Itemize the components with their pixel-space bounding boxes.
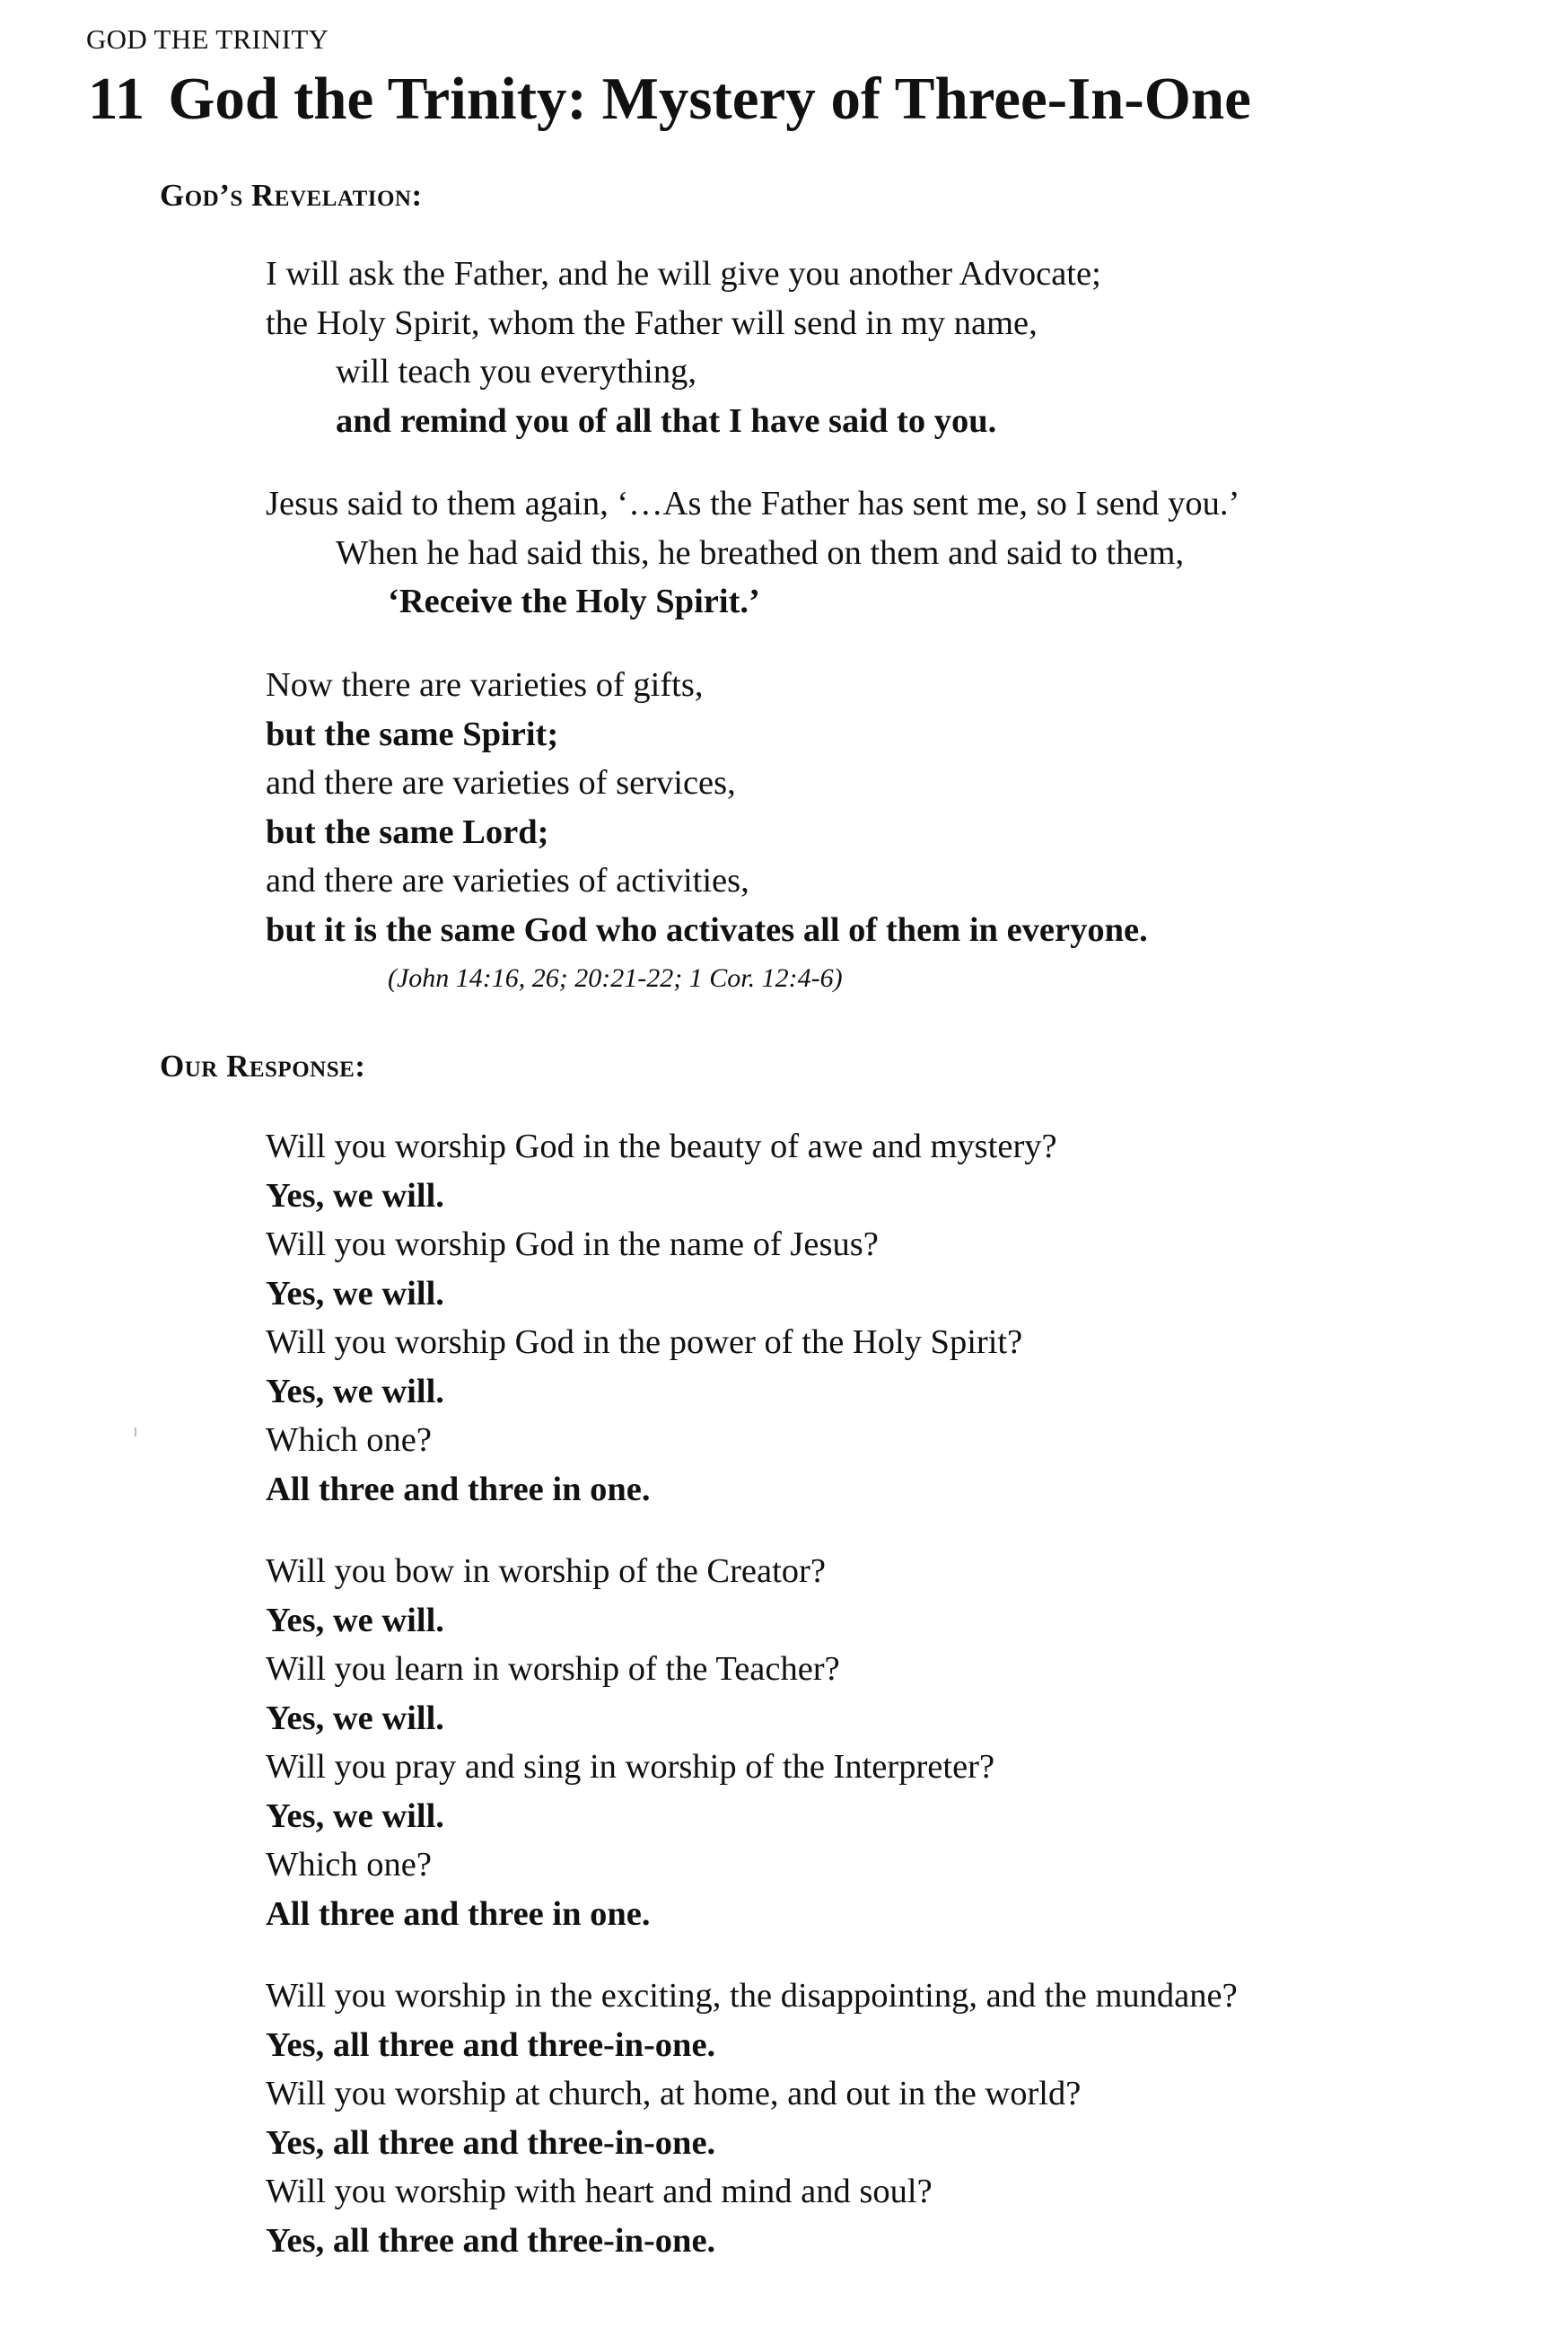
people-response: All three and three in one.	[266, 1470, 651, 1508]
response-stanza-2	[266, 1547, 1522, 1938]
revelation-stanza-3	[266, 661, 1522, 1004]
people-response: Yes, all three and three-in-one.	[266, 2123, 716, 2162]
leader-line: Which one?	[266, 1846, 432, 1884]
leader-line: Will you worship God in the power of the Holy Spirit?	[266, 1323, 1023, 1361]
leader-line: Will you worship God in the name of Jesus?	[266, 1225, 879, 1263]
people-response: Yes, we will.	[266, 1796, 444, 1835]
people-response: Yes, all three and three-in-one.	[266, 2221, 716, 2260]
verse-line: Now there are varieties of gifts,	[266, 666, 704, 704]
running-head: GOD THE TRINITY	[86, 23, 329, 55]
revelation-stanza-1	[266, 250, 1522, 445]
leader-line: Will you worship with heart and mind and soul?	[266, 2173, 933, 2210]
people-response: Yes, we will.	[266, 1601, 444, 1639]
people-response: Yes, we will.	[266, 1176, 444, 1215]
entry-number: 11	[88, 66, 145, 132]
verse-line: and there are varieties of activities,	[266, 862, 749, 900]
verse-line: and there are varieties of services,	[266, 764, 736, 802]
people-response: Yes, we will.	[266, 1699, 444, 1737]
verse-line: Jesus said to them again, ‘…As the Father has sent me, so I send you.’	[266, 485, 1240, 523]
verse-line-bold: but the same Spirit;	[266, 715, 559, 753]
response-stanza-1	[266, 1122, 1522, 1514]
page-title	[88, 65, 1251, 134]
verse-line: the Holy Spirit, whom the Father will send in my name,	[266, 303, 1038, 342]
people-response: Yes, we will.	[266, 1274, 444, 1313]
revelation-stanza-2	[266, 479, 1522, 627]
leader-line: Which one?	[266, 1421, 432, 1459]
leader-line: Will you pray and sing in worship of the Interpreter?	[266, 1748, 995, 1786]
leader-line: Will you learn in worship of the Teacher?	[266, 1650, 840, 1688]
people-response: Yes, all three and three-in-one.	[266, 2025, 716, 2064]
people-response: All three and three in one.	[266, 1894, 651, 1933]
leader-line: Will you worship at church, at home, and out in the world?	[266, 2075, 1082, 2112]
verse-line-bold: and remind you of all that I have said to you.	[336, 401, 997, 440]
verse-line-bold: but the same Lord;	[266, 812, 549, 851]
entry-title: God the Trinity: Mystery of Three-In-One	[168, 66, 1251, 132]
people-response: Yes, we will.	[266, 1372, 444, 1410]
scripture-citation: (John 14:16, 26; 20:21-22; 1 Cor. 12:4-6)	[388, 963, 843, 993]
leader-line: Will you worship God in the beauty of awe and mystery?	[266, 1128, 1057, 1165]
section-heading-response: Our Response:	[160, 1049, 366, 1084]
verse-line-bold: but it is the same God who activates all of them in everyone.	[266, 910, 1148, 949]
verse-line: will teach you everything,	[336, 353, 696, 391]
leader-line: Will you bow in worship of the Creator?	[266, 1552, 826, 1590]
section-heading-revelation: God’s Revelation:	[160, 178, 423, 213]
scan-speck	[135, 1427, 136, 1436]
verse-line-bold: ‘Receive the Holy Spirit.’	[388, 583, 760, 620]
response-stanza-3	[266, 1972, 1522, 2265]
verse-line: When he had said this, he breathed on them and said to them,	[336, 533, 1185, 572]
verse-line: I will ask the Father, and he will give you another Advocate;	[266, 255, 1101, 293]
leader-line: Will you worship in the exciting, the disappointing, and the mundane?	[266, 1977, 1238, 2015]
